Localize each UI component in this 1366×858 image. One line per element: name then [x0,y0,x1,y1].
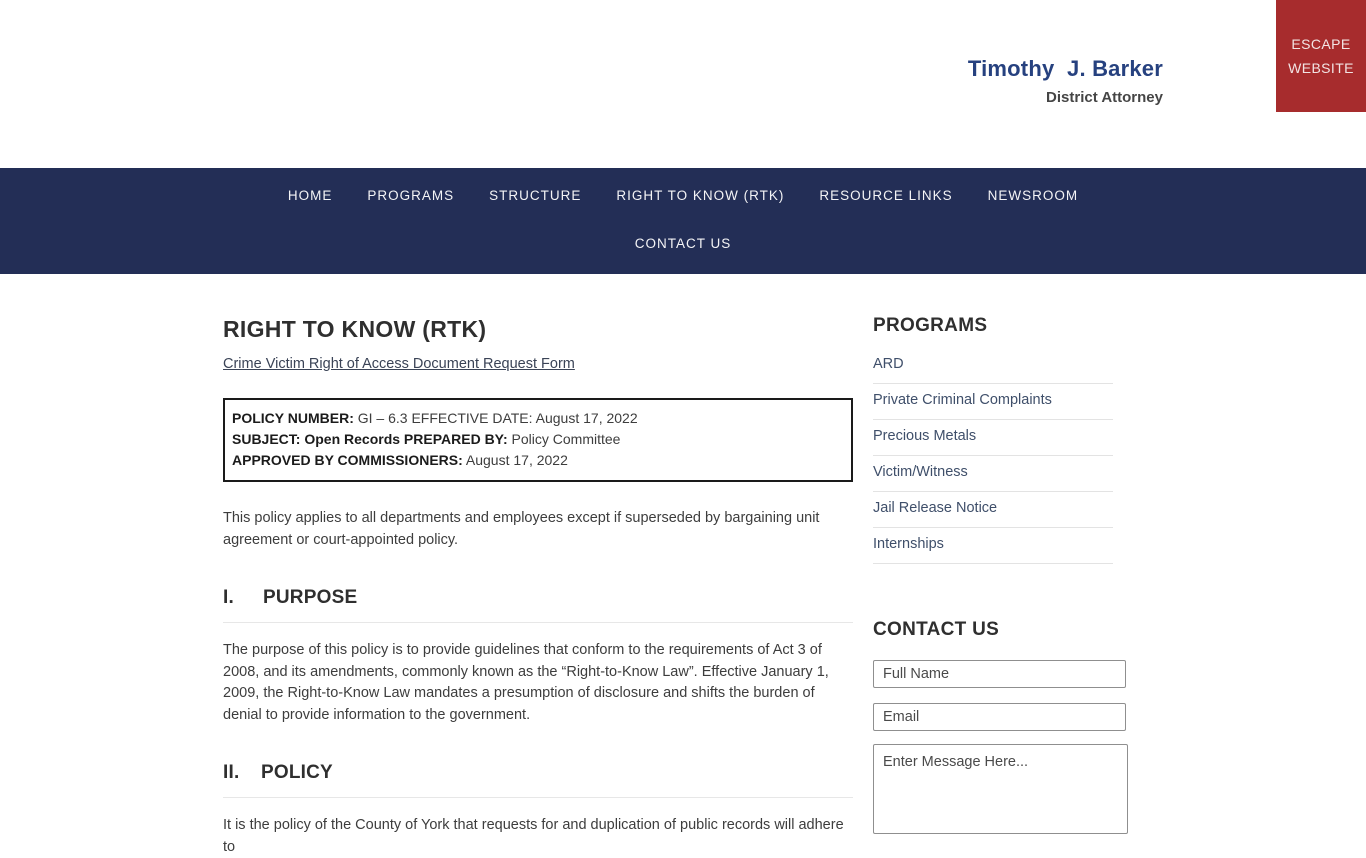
section-title-purpose: PURPOSE [263,587,358,608]
site-subtitle: District Attorney [1046,89,1163,106]
crime-victim-request-form-link[interactable]: Crime Victim Right of Access Document Request Form [223,356,575,372]
nav-item-right-to-know[interactable]: RIGHT TO KNOW (RTK) [616,188,785,203]
nav-item-contact-us[interactable]: CONTACT US [634,236,732,251]
site-identity [968,56,1163,106]
policy-number-label: POLICY NUMBER: [232,410,354,426]
main-navigation [0,168,1366,274]
sidebar-link-victim-witness[interactable]: Victim/Witness [873,464,968,480]
sidebar [873,274,1126,858]
section-divider [223,622,853,623]
nav-item-home[interactable]: HOME [287,188,333,203]
list-item [873,420,1113,456]
section-heading-purpose [223,587,853,609]
escape-button-line2: WEBSITE [1288,60,1354,76]
contact-form [873,660,1126,834]
purpose-paragraph: The purpose of this policy is to provide guidelines that conform to the requirements of Act 3 of 2008, and its amendments, commonly known as the “Right-to-Know Law”. Effective January 1, 2009, the Right-to-Know Law mandates a presumption of disclosure and shifts the burden of denial to provide information to the government. [223,642,829,723]
policy-subject-value: Policy Committee [507,431,621,447]
nav-item-newsroom[interactable]: NEWSROOM [987,188,1079,203]
policy-paragraph: It is the policy of the County of York that requests for and duplication of public records will adhere to [223,817,844,855]
main-content [223,274,853,858]
list-item [873,384,1113,420]
list-item [873,492,1113,528]
nav-row-2 [0,235,1366,252]
sidebar-link-internships[interactable]: Internships [873,536,944,552]
message-textarea[interactable] [873,744,1128,834]
escape-button-line1: ESCAPE [1291,36,1351,52]
full-name-input[interactable] [873,660,1126,688]
nav-row-1 [0,187,1366,204]
section-number-purpose: I. [223,587,234,608]
nav-item-programs[interactable]: PROGRAMS [367,188,455,203]
escape-website-button[interactable] [1276,0,1366,112]
policy-info-box [223,398,853,482]
list-item [873,528,1113,564]
page-title: RIGHT TO KNOW (RTK) [223,316,487,342]
section-heading-policy [223,762,853,784]
section-number-policy: II. [223,762,240,783]
policy-number-value: GI – 6.3 EFFECTIVE DATE: August 17, 2022 [353,410,638,426]
section-title-policy: POLICY [261,762,333,783]
policy-intro-paragraph: This policy applies to all departments and employees except if superseded by bargaining unit agreement or court-appointed policy. [223,510,820,548]
section-divider [223,797,853,798]
site-title: Timothy J. Barker [967,56,1163,81]
sidebar-contact-heading: CONTACT US [873,619,1000,640]
site-header [0,0,1366,168]
nav-item-resource-links[interactable]: RESOURCE LINKS [819,188,953,203]
sidebar-link-private-criminal-complaints[interactable]: Private Criminal Complaints [873,392,1052,408]
email-input[interactable] [873,703,1126,731]
sidebar-link-ard[interactable]: ARD [873,356,904,372]
list-item [873,348,1113,384]
list-item [873,456,1113,492]
page-body [0,274,1366,858]
programs-link-list [873,348,1113,564]
policy-subject-line [232,429,844,450]
policy-approved-value: August 17, 2022 [462,452,568,468]
sidebar-link-precious-metals[interactable]: Precious Metals [873,428,977,444]
sidebar-link-jail-release-notice[interactable]: Jail Release Notice [873,500,998,516]
policy-subject-label: SUBJECT: Open Records PREPARED BY: [232,431,508,447]
policy-approved-label: APPROVED BY COMMISSIONERS: [232,452,463,468]
nav-item-structure[interactable]: STRUCTURE [489,188,582,203]
sidebar-programs-heading: PROGRAMS [873,315,988,336]
policy-approved-line [232,450,844,471]
policy-number-line [232,408,844,429]
